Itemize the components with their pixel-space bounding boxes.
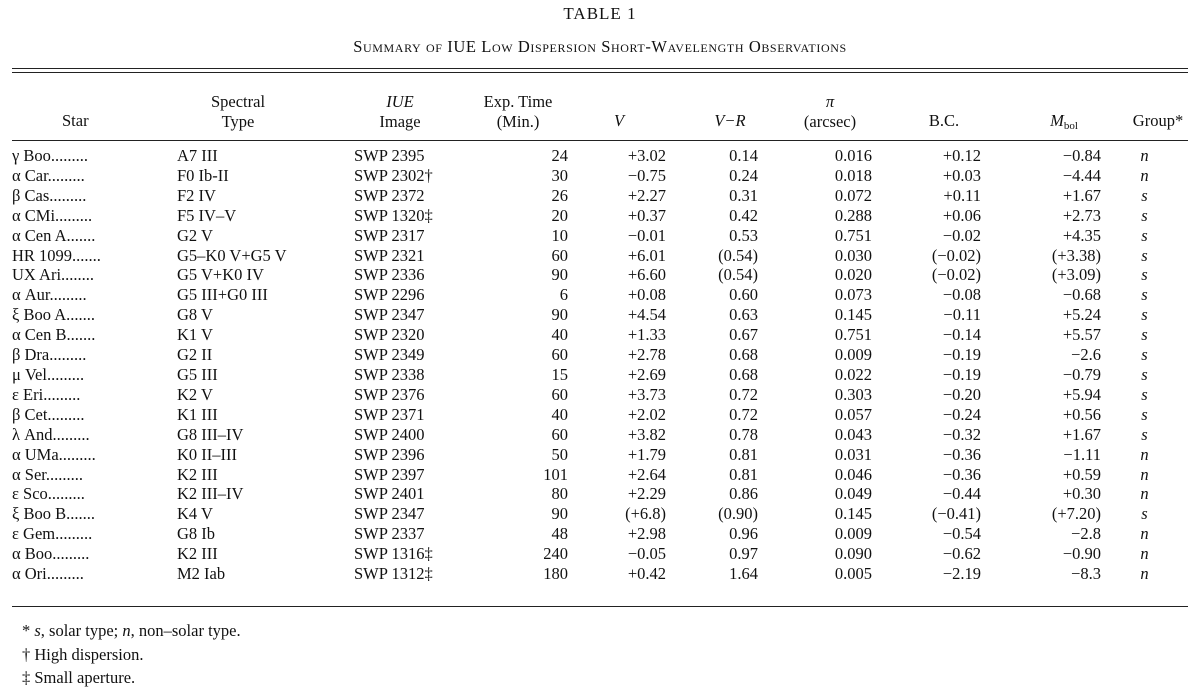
table-row (12, 465, 1188, 485)
v-magnitude-cell: +1.33 (627, 325, 666, 345)
iue-image-cell: SWP 2317 (354, 225, 425, 245)
parallax-cell: 0.018 (834, 165, 872, 185)
v-magnitude-cell: +2.69 (627, 364, 666, 384)
star-name-cell: UX Ari........ (12, 265, 95, 285)
v-magnitude-cell: +0.37 (627, 205, 666, 225)
group-cell: s (1141, 404, 1148, 424)
parallax-cell: 0.031 (834, 444, 872, 464)
parallax-cell: 0.016 (834, 146, 872, 165)
bolometric-magnitude-cell: −0.68 (1062, 285, 1101, 305)
exposure-time-cell: 50 (551, 444, 568, 464)
bolometric-magnitude-cell: −8.3 (1071, 564, 1101, 584)
header-v-minus-r: V−R (714, 111, 746, 130)
v-magnitude-cell: −0.75 (627, 165, 666, 185)
exposure-time-cell: 60 (551, 384, 568, 404)
v-magnitude-cell: (+6.8) (625, 504, 666, 524)
iue-image-cell: SWP 2400 (354, 424, 425, 444)
v-r-color-cell: 0.78 (729, 424, 758, 444)
star-name-cell: ε Sco......... (12, 484, 85, 504)
header-star: Star (62, 111, 89, 130)
group-cell: n (1140, 165, 1149, 185)
group-cell: s (1141, 345, 1148, 365)
exposure-time-cell: 40 (551, 404, 568, 424)
bolometric-magnitude-cell: (+3.09) (1051, 265, 1101, 285)
bolometric-correction-cell: −0.19 (942, 364, 981, 384)
spectral-type-cell: K1 III (177, 404, 218, 424)
exposure-time-cell: 26 (551, 185, 568, 205)
v-r-color-cell: 0.42 (729, 205, 758, 225)
footnotes (22, 619, 241, 690)
group-cell: s (1141, 325, 1148, 345)
spectral-type-cell: K0 II–III (177, 444, 238, 464)
group-cell: n (1140, 564, 1149, 584)
bolometric-magnitude-cell: (+7.20) (1051, 504, 1101, 524)
spectral-type-cell: G8 V (177, 305, 213, 325)
star-name-cell: α Ser......... (12, 464, 83, 484)
table-caption: Summary of IUE Low Dispersion Short-Wavelength Observations (353, 37, 847, 56)
v-r-color-cell: 0.96 (729, 524, 758, 544)
footnote-high-dispersion: † High dispersion. (22, 644, 144, 664)
spectral-type-cell: F5 IV–V (177, 205, 237, 225)
table-row (12, 186, 1188, 206)
star-name-cell: β Dra......... (12, 345, 87, 365)
table-row (12, 484, 1188, 504)
iue-image-cell: SWP 1316‡ (354, 544, 433, 564)
v-magnitude-cell: +2.27 (627, 185, 666, 205)
v-magnitude-cell: −0.01 (627, 225, 666, 245)
table-row (12, 544, 1188, 564)
star-name-cell: α Cen B....... (12, 325, 96, 345)
iue-image-cell: SWP 2372 (354, 185, 425, 205)
table-row (12, 385, 1188, 405)
bolometric-magnitude-cell: −0.84 (1062, 146, 1101, 165)
bolometric-magnitude-cell: +5.57 (1062, 325, 1101, 345)
star-name-cell: α Cen A....... (12, 225, 96, 245)
v-r-color-cell: 0.97 (729, 544, 758, 564)
star-name-cell: α Boo......... (12, 544, 90, 564)
exposure-time-cell: 10 (551, 225, 568, 245)
table-row (12, 265, 1188, 285)
bolometric-correction-cell: −0.08 (942, 285, 981, 305)
iue-image-cell: SWP 2376 (354, 384, 425, 404)
v-magnitude-cell: +3.02 (627, 146, 666, 165)
v-magnitude-cell: +6.01 (627, 245, 666, 265)
bolometric-correction-cell: −0.19 (942, 345, 981, 365)
bolometric-magnitude-cell: −0.90 (1062, 544, 1101, 564)
spectral-type-cell: G2 V (177, 225, 213, 245)
spectral-type-cell: K2 III (177, 464, 218, 484)
group-cell: s (1141, 305, 1148, 325)
bolometric-magnitude-cell: +1.67 (1062, 424, 1101, 444)
spectral-type-cell: K1 V (177, 325, 213, 345)
parallax-cell: 0.046 (834, 464, 872, 484)
spectral-type-cell: K2 III (177, 544, 218, 564)
v-r-color-cell: 0.31 (729, 185, 758, 205)
star-name-cell: ε Eri......... (12, 384, 81, 404)
spectral-type-cell: F0 Ib-II (177, 165, 229, 185)
star-name-cell: μ Vel......... (12, 364, 85, 384)
v-r-color-cell: 0.86 (729, 484, 758, 504)
table-row (12, 325, 1188, 345)
group-cell: s (1141, 265, 1148, 285)
bolometric-magnitude-cell: −4.44 (1062, 165, 1101, 185)
spectral-type-cell: G2 II (177, 345, 213, 365)
bolometric-correction-cell: −0.20 (942, 384, 981, 404)
exposure-time-cell: 6 (559, 285, 568, 305)
v-magnitude-cell: +2.78 (627, 345, 666, 365)
group-cell: n (1140, 464, 1149, 484)
exposure-time-cell: 240 (543, 544, 568, 564)
bolometric-correction-cell: (−0.02) (931, 245, 981, 265)
spectral-type-cell: G8 Ib (177, 524, 216, 544)
header-bc: B.C. (928, 111, 960, 130)
parallax-cell: 0.022 (834, 364, 872, 384)
bolometric-correction-cell: −0.36 (942, 444, 981, 464)
group-cell: s (1141, 285, 1148, 305)
v-magnitude-cell: +6.60 (627, 265, 666, 285)
header-iue-image: IUE Image (379, 92, 421, 131)
exposure-time-cell: 40 (551, 325, 568, 345)
parallax-cell: 0.020 (834, 265, 872, 285)
iue-image-cell: SWP 2337 (354, 524, 425, 544)
star-name-cell: β Cet......... (12, 404, 85, 424)
bolometric-magnitude-cell: +0.56 (1062, 404, 1101, 424)
iue-image-cell: SWP 2320 (354, 325, 425, 345)
group-cell: s (1141, 364, 1148, 384)
iue-image-cell: SWP 1312‡ (354, 564, 433, 584)
table-row (12, 524, 1188, 544)
bolometric-correction-cell: −0.54 (942, 524, 981, 544)
bolometric-correction-cell: +0.11 (943, 185, 981, 205)
v-magnitude-cell: +2.98 (627, 524, 666, 544)
parallax-cell: 0.005 (834, 564, 872, 584)
exposure-time-cell: 20 (551, 205, 568, 225)
star-name-cell: α Car......... (12, 165, 85, 185)
v-r-color-cell: 1.64 (729, 564, 758, 584)
parallax-cell: 0.030 (834, 245, 872, 265)
header-rule (12, 140, 1188, 141)
exposure-time-cell: 180 (543, 564, 568, 584)
table-row (12, 206, 1188, 226)
parallax-cell: 0.043 (834, 424, 872, 444)
star-name-cell: β Cas......... (12, 185, 87, 205)
v-r-color-cell: 0.63 (729, 305, 758, 325)
iue-image-cell: SWP 2401 (354, 484, 425, 504)
spectral-type-cell: G8 III–IV (177, 424, 244, 444)
footnote-small-aperture: ‡ Small aperture. (22, 668, 136, 687)
v-magnitude-cell: +4.54 (627, 305, 666, 325)
group-cell: s (1141, 384, 1148, 404)
iue-image-cell: SWP 2321 (354, 245, 425, 265)
iue-image-cell: SWP 2371 (354, 404, 425, 424)
exposure-time-cell: 90 (551, 504, 568, 524)
star-name-cell: HR 1099....... (12, 245, 101, 265)
v-r-color-cell: 0.14 (729, 146, 758, 165)
bolometric-magnitude-cell: −0.79 (1062, 364, 1101, 384)
parallax-cell: 0.009 (834, 524, 872, 544)
v-r-color-cell: 0.72 (729, 404, 758, 424)
bolometric-correction-cell: +0.12 (942, 146, 981, 165)
spectral-type-cell: G5–K0 V+G5 V (177, 245, 287, 265)
bolometric-correction-cell: −0.14 (942, 325, 981, 345)
iue-image-cell: SWP 2296 (354, 285, 425, 305)
v-magnitude-cell: +0.42 (627, 564, 666, 584)
table-row (12, 425, 1188, 445)
group-cell: n (1140, 544, 1149, 564)
v-r-color-cell: (0.54) (718, 245, 758, 265)
parallax-cell: 0.288 (834, 205, 872, 225)
spectral-type-cell: A7 III (177, 146, 218, 165)
bolometric-correction-cell: −0.32 (942, 424, 981, 444)
exposure-time-cell: 60 (551, 345, 568, 365)
table-row (12, 146, 1188, 166)
bolometric-correction-cell: +0.06 (942, 205, 981, 225)
spectral-type-cell: G5 V+K0 IV (177, 265, 264, 285)
parallax-cell: 0.009 (834, 345, 872, 365)
table-row (12, 405, 1188, 425)
table-row (12, 564, 1188, 584)
group-cell: s (1141, 504, 1148, 524)
observations-body (12, 146, 1188, 584)
iue-image-cell: SWP 2349 (354, 345, 425, 365)
header-exp-time: Exp. Time (Min.) (483, 92, 553, 131)
bottom-rule (12, 606, 1188, 607)
exposure-time-cell: 30 (551, 165, 568, 185)
spectral-type-cell: M2 Iab (177, 564, 226, 584)
table-row (12, 504, 1188, 524)
parallax-cell: 0.751 (834, 225, 872, 245)
bolometric-magnitude-cell: +0.59 (1062, 464, 1101, 484)
header-v: V (613, 111, 625, 130)
parallax-cell: 0.090 (834, 544, 872, 564)
group-cell: s (1141, 185, 1148, 205)
star-name-cell: ξ Boo B....... (12, 504, 95, 524)
exposure-time-cell: 24 (551, 146, 568, 165)
bolometric-correction-cell: −0.02 (942, 225, 981, 245)
v-r-color-cell: 0.53 (729, 225, 758, 245)
group-cell: s (1141, 225, 1148, 245)
parallax-cell: 0.145 (834, 504, 872, 524)
bolometric-correction-cell: −0.36 (942, 464, 981, 484)
header-mbol: $M_{bol}$ (1050, 111, 1078, 132)
iue-image-cell: SWP 2336 (354, 265, 425, 285)
iue-image-cell: SWP 2396 (354, 444, 425, 464)
iue-image-cell: SWP 2397 (354, 464, 425, 484)
group-cell: s (1141, 424, 1148, 444)
bolometric-magnitude-cell: −2.6 (1071, 345, 1101, 365)
bolometric-correction-cell: (−0.41) (931, 504, 981, 524)
v-r-color-cell: 0.72 (729, 384, 758, 404)
parallax-cell: 0.057 (834, 404, 872, 424)
star-name-cell: α CMi......... (12, 205, 93, 225)
bolometric-magnitude-cell: +2.73 (1062, 205, 1101, 225)
bolometric-correction-cell: −0.44 (942, 484, 981, 504)
exposure-time-cell: 101 (543, 464, 568, 484)
iue-image-cell: SWP 2338 (354, 364, 425, 384)
v-r-color-cell: 0.68 (729, 345, 758, 365)
star-name-cell: α Aur......... (12, 285, 87, 305)
star-name-cell: ξ Boo A....... (12, 305, 95, 325)
star-name-cell: λ And......... (12, 424, 90, 444)
header-spectral-type: Spectral Type (210, 92, 266, 131)
group-cell: n (1140, 524, 1149, 544)
bolometric-magnitude-cell: (+3.38) (1051, 245, 1101, 265)
v-magnitude-cell: +3.73 (627, 384, 666, 404)
iue-image-cell: SWP 2347 (354, 305, 425, 325)
spectral-type-cell: K2 V (177, 384, 213, 404)
group-cell: n (1140, 146, 1149, 165)
table-row (12, 445, 1188, 465)
iue-image-cell: SWP 2302† (354, 165, 433, 185)
header-parallax: π (arcsec) (803, 92, 857, 131)
parallax-cell: 0.751 (834, 325, 872, 345)
parallax-cell: 0.072 (834, 185, 872, 205)
exposure-time-cell: 90 (551, 265, 568, 285)
iue-image-cell: SWP 1320‡ (354, 205, 433, 225)
exposure-time-cell: 60 (551, 245, 568, 265)
bolometric-magnitude-cell: +4.35 (1062, 225, 1101, 245)
bolometric-magnitude-cell: −2.8 (1071, 524, 1101, 544)
top-rule-outer (12, 68, 1188, 69)
spectral-type-cell: K2 III–IV (177, 484, 244, 504)
parallax-cell: 0.145 (834, 305, 872, 325)
parallax-cell: 0.303 (834, 384, 872, 404)
group-cell: n (1140, 444, 1149, 464)
bolometric-correction-cell: −0.62 (942, 544, 981, 564)
v-magnitude-cell: +2.02 (627, 404, 666, 424)
bolometric-correction-cell: −2.19 (942, 564, 981, 584)
bolometric-magnitude-cell: +0.30 (1062, 484, 1101, 504)
table-row (12, 305, 1188, 325)
v-r-color-cell: 0.60 (729, 285, 758, 305)
v-r-color-cell: 0.24 (729, 165, 758, 185)
bolometric-magnitude-cell: +5.94 (1062, 384, 1101, 404)
star-name-cell: α Ori......... (12, 564, 84, 584)
star-name-cell: γ Boo......... (12, 146, 89, 165)
iue-image-cell: SWP 2347 (354, 504, 425, 524)
exposure-time-cell: 60 (551, 424, 568, 444)
v-r-color-cell: 0.81 (729, 464, 758, 484)
v-r-color-cell: 0.81 (729, 444, 758, 464)
exposure-time-cell: 90 (551, 305, 568, 325)
spectral-type-cell: K4 V (177, 504, 213, 524)
exposure-time-cell: 48 (551, 524, 568, 544)
group-cell: s (1141, 205, 1148, 225)
exposure-time-cell: 15 (551, 364, 568, 384)
spectral-type-cell: G5 III (177, 364, 218, 384)
exposure-time-cell: 80 (551, 484, 568, 504)
observations-table (12, 146, 1188, 584)
v-r-color-cell: 0.68 (729, 364, 758, 384)
star-name-cell: α UMa......... (12, 444, 96, 464)
bolometric-magnitude-cell: +1.67 (1062, 185, 1101, 205)
v-magnitude-cell: +3.82 (627, 424, 666, 444)
table-row (12, 166, 1188, 186)
v-magnitude-cell: +0.08 (627, 285, 666, 305)
parallax-cell: 0.073 (834, 285, 872, 305)
bolometric-magnitude-cell: −1.11 (1063, 444, 1101, 464)
table-row (12, 226, 1188, 246)
group-cell: n (1140, 484, 1149, 504)
v-magnitude-cell: +1.79 (627, 444, 666, 464)
bolometric-correction-cell: (−0.02) (931, 265, 981, 285)
v-r-color-cell: (0.90) (718, 504, 758, 524)
star-name-cell: ε Gem......... (12, 524, 93, 544)
bolometric-correction-cell: +0.03 (942, 165, 981, 185)
v-magnitude-cell: +2.29 (627, 484, 666, 504)
parallax-cell: 0.049 (834, 484, 872, 504)
header-group: Group* (1132, 111, 1184, 130)
v-magnitude-cell: −0.05 (627, 544, 666, 564)
table-row (12, 285, 1188, 305)
table-row (12, 345, 1188, 365)
top-rule-inner (12, 72, 1188, 73)
v-magnitude-cell: +2.64 (627, 464, 666, 484)
footnote-group-key: * s, solar type; n, non–solar type. (22, 621, 241, 640)
spectral-type-cell: F2 IV (177, 185, 216, 205)
bolometric-correction-cell: −0.11 (943, 305, 981, 325)
table-label: TABLE 1 (563, 4, 637, 23)
table-row (12, 246, 1188, 266)
spectral-type-cell: G5 III+G0 III (177, 285, 268, 305)
v-r-color-cell: (0.54) (718, 265, 758, 285)
iue-image-cell: SWP 2395 (354, 146, 425, 165)
group-cell: s (1141, 245, 1148, 265)
v-r-color-cell: 0.67 (729, 325, 758, 345)
table-row (12, 365, 1188, 385)
bolometric-magnitude-cell: +5.24 (1062, 305, 1101, 325)
bolometric-correction-cell: −0.24 (942, 404, 981, 424)
